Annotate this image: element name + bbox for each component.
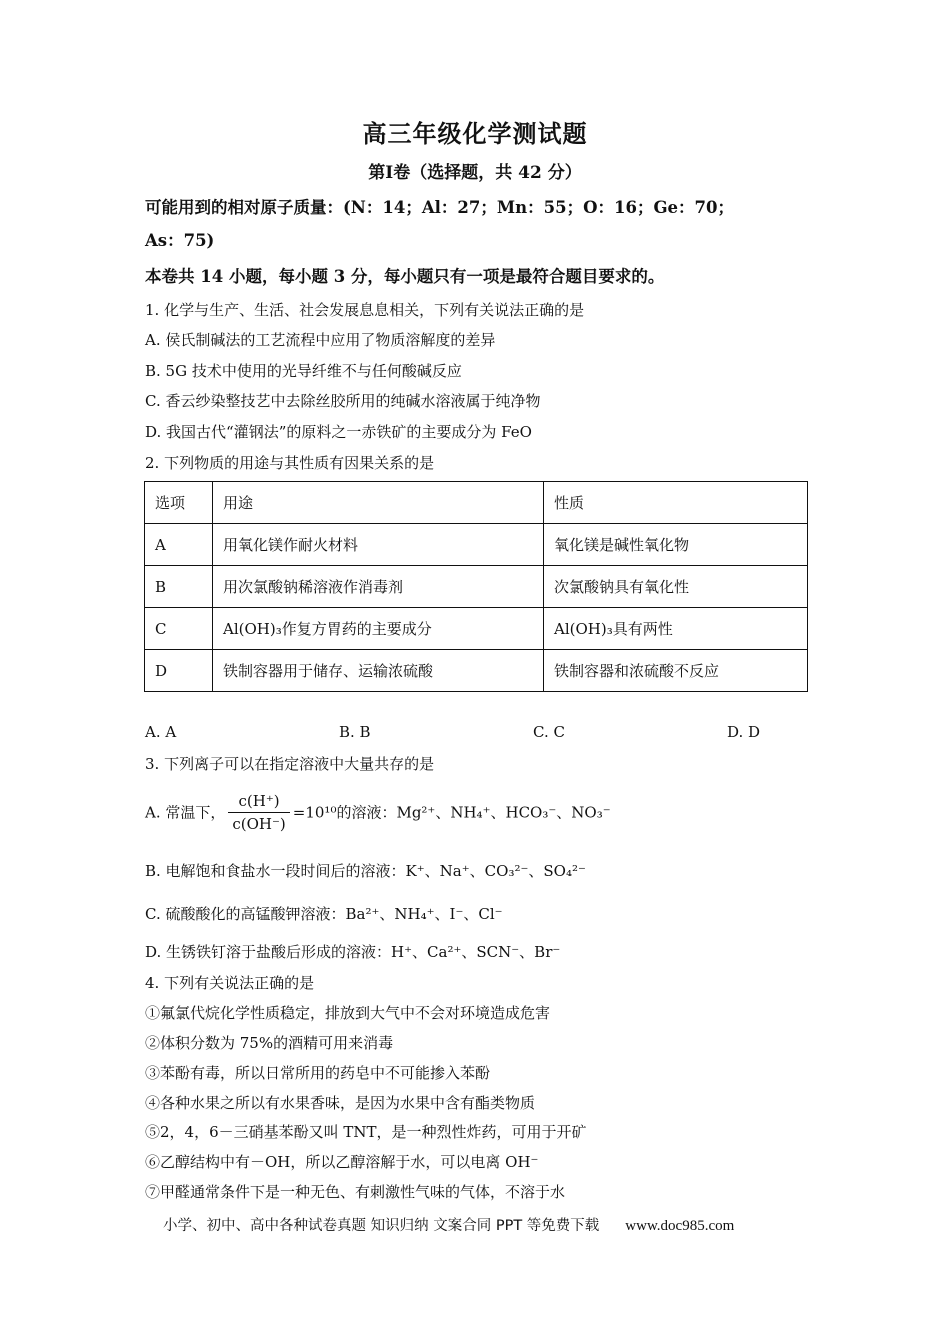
q2-option-b: B. B (339, 723, 371, 741)
page-title: 高三年级化学测试题 (362, 119, 588, 148)
q1-option-b: B. 5G 技术中使用的光导纤维不与任何酸碱反应 (145, 362, 462, 380)
table-cell: 铁制容器和浓硫酸不反应 (544, 650, 808, 692)
q4-item: ⑦甲醛通常条件下是一种无色、有刺激性气味的气体，不溶于水 (145, 1183, 566, 1201)
q2-table (144, 481, 808, 692)
table-row (145, 608, 808, 650)
q4-item: ⑤2，4，6－三硝基苯酚又叫 TNT，是一种烈性炸药，可用于开矿 (145, 1123, 587, 1141)
table-row (145, 566, 808, 608)
q1-stem: 1. 化学与生产、生活、社会发展息息相关，下列有关说法正确的是 (145, 301, 585, 319)
instructions: 本卷共 14 小题，每小题 3 分，每小题只有一项是最符合题目要求的。 (145, 267, 665, 286)
q4-item: ④各种水果之所以有水果香味，是因为水果中含有酯类物质 (145, 1094, 536, 1112)
table-cell: B (145, 566, 213, 608)
q4-item: ③苯酚有毒，所以日常所用的药皂中不可能掺入苯酚 (145, 1064, 491, 1082)
table-cell: 用次氯酸钠稀溶液作消毒剂 (213, 566, 544, 608)
footer-site-link[interactable]: www.doc985.com (625, 1218, 735, 1234)
q3-option-d: D. 生锈铁钉溶于盐酸后形成的溶液：H⁺、Ca²⁺、SCN⁻、Br⁻ (145, 943, 561, 961)
q4-item: ⑥乙醇结构中有－OH，所以乙醇溶解于水，可以电离 OH⁻ (145, 1153, 539, 1171)
q3-option-a (145, 792, 611, 833)
table-cell: D (145, 650, 213, 692)
table-cell: 氧化镁是碱性氧化物 (544, 524, 808, 566)
q2-stem: 2. 下列物质的用途与其性质有因果关系的是 (145, 454, 435, 472)
ratio-denominator: c(OH⁻) (232, 815, 286, 833)
table-cell: Al(OH)₃作复方胃药的主要成分 (213, 608, 544, 650)
table-row (145, 650, 808, 692)
section-subtitle: 第Ⅰ卷（选择题，共 42 分） (368, 163, 582, 183)
q4-item: ①氟氯代烷化学性质稳定，排放到大气中不会对环境造成危害 (145, 1004, 551, 1022)
q3-option-c: C. 硫酸酸化的高锰酸钾溶液：Ba²⁺、NH₄⁺、I⁻、Cl⁻ (145, 905, 503, 923)
q3-a-suffix: =10¹⁰的溶液：Mg²⁺、NH₄⁺、HCO₃⁻、NO₃⁻ (292, 803, 611, 822)
q4-stem: 4. 下列有关说法正确的是 (145, 974, 315, 992)
table-header-row (145, 482, 808, 524)
q1-option-a: A. 侯氏制碱法的工艺流程中应用了物质溶解度的差异 (145, 331, 496, 349)
concentration-ratio (228, 792, 289, 833)
q3-option-b: B. 电解饱和食盐水一段时间后的溶液：K⁺、Na⁺、CO₃²⁻、SO₄²⁻ (145, 862, 586, 880)
page-footer (163, 1214, 734, 1235)
q2-option-a: A. A (145, 723, 177, 741)
table-cell: 用氧化镁作耐火材料 (213, 524, 544, 566)
header-cell: 选项 (145, 482, 213, 524)
q1-option-c: C. 香云纱染整技艺中去除丝胶所用的纯碱水溶液属于纯净物 (145, 392, 541, 410)
table-cell: 铁制容器用于储存、运输浓硫酸 (213, 650, 544, 692)
atomic-masses-line-1: 可能用到的相对原子质量：(N：14；Al：27；Mn：55；O：16；Ge：70； (145, 198, 734, 217)
q2-option-c: C. C (533, 723, 565, 741)
ratio-numerator: c(H⁺) (228, 792, 289, 813)
header-cell: 性质 (544, 482, 808, 524)
q3-stem: 3. 下列离子可以在指定溶液中大量共存的是 (145, 755, 435, 773)
footer-text: 小学、初中、高中各种试卷真题 知识归纳 文案合同 PPT 等免费下载 (163, 1218, 600, 1234)
q3-a-prefix: A. 常温下， (145, 803, 226, 822)
table-cell: C (145, 608, 213, 650)
atomic-masses-line-2: As：75) (145, 231, 215, 250)
q1-option-d: D. 我国古代“灌钢法”的原料之一赤铁矿的主要成分为 FeO (145, 423, 532, 441)
q2-option-d: D. D (727, 723, 761, 741)
table-cell: 次氯酸钠具有氧化性 (544, 566, 808, 608)
table-cell: Al(OH)₃具有两性 (544, 608, 808, 650)
header-cell: 用途 (213, 482, 544, 524)
q4-item: ②体积分数为 75%的酒精可用来消毒 (145, 1034, 394, 1052)
table-row (145, 524, 808, 566)
table-cell: A (145, 524, 213, 566)
